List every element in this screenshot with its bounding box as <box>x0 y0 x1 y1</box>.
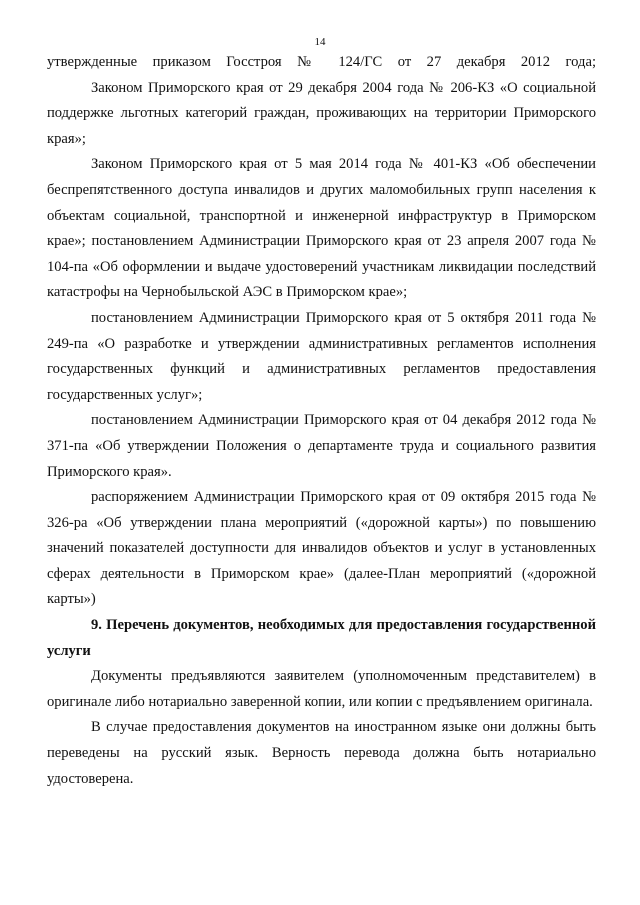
paragraph-law-206: Законом Приморского края от 29 декабря 2004 года № 206-КЗ «О социальной поддержке льготных категорий граждан, проживающих на территории Приморского края»; <box>47 79 596 147</box>
paragraph-law-401: Законом Приморского края от 5 мая 2014 года № 401-КЗ «Об обеспечении беспрепятственного доступа инвалидов и других маломобильных групп населения к объектам социальной, транспортной и инженерной инфраструктур в Приморском крае»; постановлением Администрации Приморского края от 23 апреля 2007 года № 104-па «Об оформлении и выдаче удостоверений участникам ликвидации последствий катастрофы на Чернобыльской АЭС в Приморском крае»; <box>47 156 596 301</box>
paragraph-documents-original: Документы предъявляются заявителем (уполномоченным представителем) в оригинале либо нотариально заверенной копии, или копии с предъявлением оригинала. <box>47 668 596 710</box>
paragraph-foreign-language: В случае предоставления документов на иностранном языке они должны быть переведены на русский язык. Верность перевода должна быть нотариально удостоверена. <box>47 719 596 787</box>
paragraph-order-326: распоряжением Администрации Приморского края от 09 октября 2015 года № 326-ра «Об утверждении плана мероприятий («дорожной карты») по повышению значений показателей доступности для инвалидов объектов и услуг в установленных сферах деятельности в Приморском крае» (далее-План мероприятий («дорожной карты») <box>47 489 596 608</box>
paragraph-resolution-371: постановлением Администрации Приморского края от 04 декабря 2012 года № 371-па «Об утверждении Положения о департаменте труда и социального развития Приморского края». <box>47 412 596 480</box>
page-number: 14 <box>314 36 326 48</box>
document-body <box>47 50 596 792</box>
paragraph-continuation: утвержденные приказом Госстроя № 124/ГС от 27 декабря 2012 года; <box>47 54 596 70</box>
paragraph-resolution-249: постановлением Администрации Приморского края от 5 октября 2011 года № 249-па «О разработке и утверждении административных регламентов исполнения государственных функций и административных регламентов предоставления государственных услуг»; <box>47 309 596 403</box>
section-heading-9: 9. Перечень документов, необходимых для предоставления государственной услуги <box>47 617 596 659</box>
